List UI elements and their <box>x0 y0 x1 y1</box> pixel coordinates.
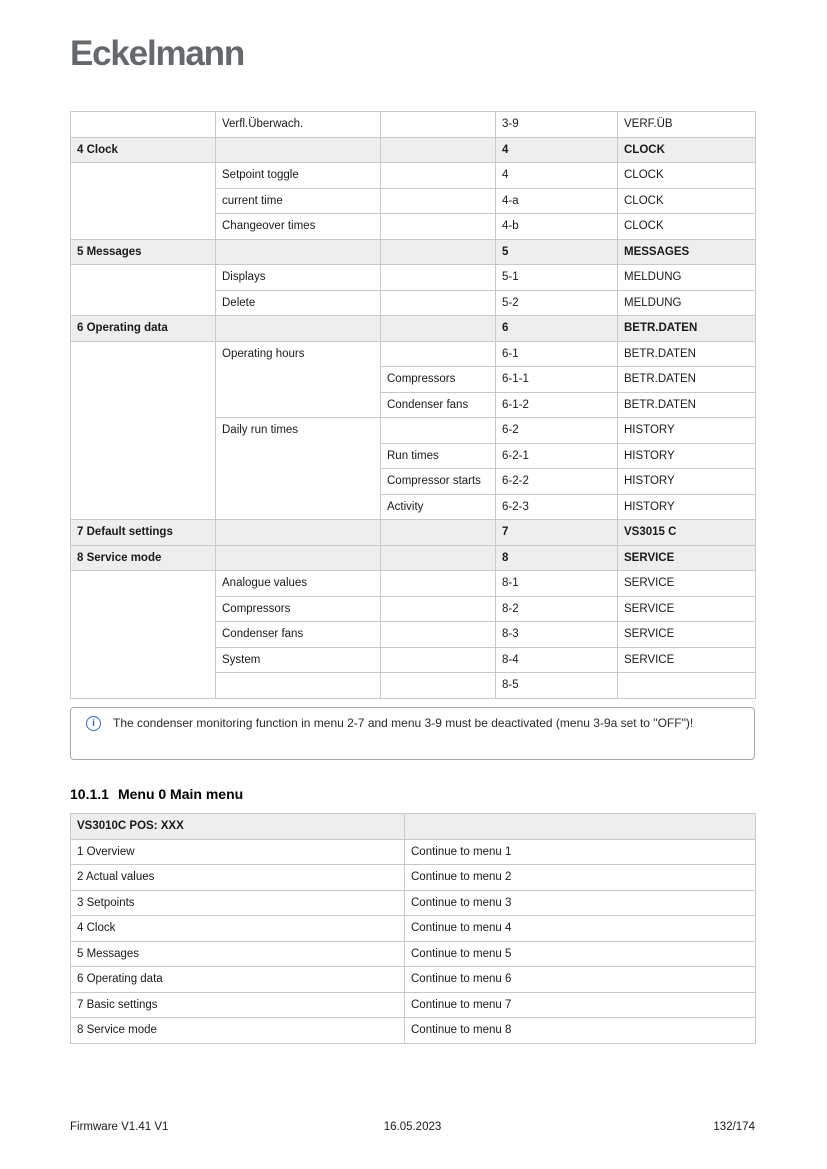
cell-menu-number: 6-1-2 <box>496 392 618 418</box>
cell-empty <box>216 137 381 163</box>
cell-menu-action: Continue to menu 1 <box>405 839 756 865</box>
info-note-text: The condenser monitoring function in menu 2-7 and menu 3-9 must be deactivated (menu 3-9a set to "OFF")! <box>113 716 694 730</box>
cell-menu-action: Continue to menu 7 <box>405 992 756 1018</box>
cell-empty <box>381 214 496 240</box>
cell-menu-action: Continue to menu 4 <box>405 916 756 942</box>
table-row-group <box>71 316 756 342</box>
cell-display-text: SERVICE <box>618 647 756 673</box>
cell-subsubmenu: Compressor starts <box>381 469 496 495</box>
cell-menu-number: 6-2-3 <box>496 494 618 520</box>
cell-submenu: Compressors <box>216 596 381 622</box>
cell-empty <box>381 622 496 648</box>
cell-display-text: CLOCK <box>618 137 756 163</box>
cell-section: 7 Default settings <box>71 520 216 546</box>
cell-empty <box>71 265 216 316</box>
cell-empty <box>618 673 756 699</box>
cell-submenu: Changeover times <box>216 214 381 240</box>
cell-empty <box>381 545 496 571</box>
cell-submenu: Verfl.Überwach. <box>216 112 381 138</box>
table-row-group <box>71 137 756 163</box>
cell-empty <box>381 163 496 189</box>
cell-empty <box>381 418 496 444</box>
cell-submenu: Displays <box>216 265 381 291</box>
cell-display-text: SERVICE <box>618 571 756 597</box>
cell-menu-number: 4-b <box>496 214 618 240</box>
table-row-group <box>71 520 756 546</box>
cell-empty <box>216 520 381 546</box>
cell-subsubmenu: Compressors <box>381 367 496 393</box>
cell-display-text: MESSAGES <box>618 239 756 265</box>
cell-menu-item: 8 Service mode <box>71 1018 405 1044</box>
cell-menu-item: 4 Clock <box>71 916 405 942</box>
cell-empty <box>381 188 496 214</box>
cell-display-text: SERVICE <box>618 545 756 571</box>
cell-empty <box>381 112 496 138</box>
section-title: Menu 0 Main menu <box>117 786 244 802</box>
cell-submenu: Daily run times <box>216 418 381 520</box>
cell-display-text: BETR.DATEN <box>618 367 756 393</box>
cell-display-text: BETR.DATEN <box>618 392 756 418</box>
cell-menu-item: 2 Actual values <box>71 865 405 891</box>
cell-menu-action: Continue to menu 6 <box>405 967 756 993</box>
main-menu-table <box>70 813 756 1044</box>
cell-menu-item: 6 Operating data <box>71 967 405 993</box>
table-row <box>71 967 756 993</box>
cell-display-text: HISTORY <box>618 443 756 469</box>
cell-menu-number: 8 <box>496 545 618 571</box>
cell-submenu: Setpoint toggle <box>216 163 381 189</box>
footer-firmware-version: Firmware V1.41 V1 <box>70 1121 169 1133</box>
cell-subsubmenu: Activity <box>381 494 496 520</box>
cell-menu-number: 4-a <box>496 188 618 214</box>
cell-menu-action: Continue to menu 5 <box>405 941 756 967</box>
cell-menu-action: Continue to menu 3 <box>405 890 756 916</box>
cell-display-text: VS3015 C <box>618 520 756 546</box>
table-row <box>71 890 756 916</box>
cell-menu-item: 7 Basic settings <box>71 992 405 1018</box>
cell-display-text: HISTORY <box>618 494 756 520</box>
cell-menu-number: 8-2 <box>496 596 618 622</box>
cell-empty <box>381 596 496 622</box>
table-row <box>71 941 756 967</box>
cell-empty <box>216 316 381 342</box>
cell-empty <box>71 571 216 699</box>
footer-date: 16.05.2023 <box>383 1121 442 1133</box>
cell-menu-number: 6 <box>496 316 618 342</box>
cell-menu-number: 8-5 <box>496 673 618 699</box>
cell-submenu: Delete <box>216 290 381 316</box>
cell-submenu: Operating hours <box>216 341 381 418</box>
cell-empty <box>71 341 216 520</box>
cell-menu-number: 8-1 <box>496 571 618 597</box>
info-note-box <box>70 707 755 760</box>
cell-empty <box>381 290 496 316</box>
cell-menu-number: 5-2 <box>496 290 618 316</box>
cell-menu-number: 6-2 <box>496 418 618 444</box>
cell-display-text: BETR.DATEN <box>618 316 756 342</box>
cell-submenu: current time <box>216 188 381 214</box>
cell-subsubmenu: Run times <box>381 443 496 469</box>
cell-empty <box>381 239 496 265</box>
cell-menu-number: 5 <box>496 239 618 265</box>
cell-display-text: CLOCK <box>618 188 756 214</box>
section-heading <box>70 786 243 802</box>
cell-submenu: Condenser fans <box>216 622 381 648</box>
cell-display-text: HISTORY <box>618 418 756 444</box>
cell-empty <box>71 163 216 240</box>
cell-menu-action: Continue to menu 8 <box>405 1018 756 1044</box>
table-header-row <box>71 814 756 840</box>
cell-empty <box>216 545 381 571</box>
cell-menu-number: 8-3 <box>496 622 618 648</box>
cell-menu-number: 4 <box>496 163 618 189</box>
cell-empty <box>71 112 216 138</box>
cell-menu-number: 6-1 <box>496 341 618 367</box>
cell-empty <box>381 341 496 367</box>
cell-submenu: Analogue values <box>216 571 381 597</box>
cell-menu-item: 3 Setpoints <box>71 890 405 916</box>
cell-empty <box>381 571 496 597</box>
table-row <box>71 112 756 138</box>
table-row-group <box>71 545 756 571</box>
cell-display-text: CLOCK <box>618 214 756 240</box>
cell-menu-item: 5 Messages <box>71 941 405 967</box>
cell-section: 6 Operating data <box>71 316 216 342</box>
table-row-group <box>71 239 756 265</box>
cell-display-text: BETR.DATEN <box>618 341 756 367</box>
cell-display-text: CLOCK <box>618 163 756 189</box>
cell-empty <box>381 316 496 342</box>
cell-empty <box>381 265 496 291</box>
cell-menu-number: 3-9 <box>496 112 618 138</box>
cell-display-text: SERVICE <box>618 596 756 622</box>
table-row <box>71 865 756 891</box>
cell-menu-action: Continue to menu 2 <box>405 865 756 891</box>
section-number: 10.1.1 <box>70 786 109 802</box>
cell-menu-number: 8-4 <box>496 647 618 673</box>
cell-empty <box>381 647 496 673</box>
table-row <box>71 839 756 865</box>
table-row <box>71 163 756 189</box>
page-footer <box>70 1121 755 1133</box>
cell-display-text: MELDUNG <box>618 265 756 291</box>
cell-empty <box>405 814 756 840</box>
info-icon: i <box>86 716 101 731</box>
cell-section: 4 Clock <box>71 137 216 163</box>
eckelmann-logo: Eckelmann <box>70 34 245 73</box>
cell-menu-item: 1 Overview <box>71 839 405 865</box>
cell-table-title: VS3010C POS: XXX <box>71 814 405 840</box>
cell-display-text: VERF.ÜB <box>618 112 756 138</box>
cell-empty <box>216 239 381 265</box>
cell-section: 5 Messages <box>71 239 216 265</box>
cell-display-text: SERVICE <box>618 622 756 648</box>
cell-section: 8 Service mode <box>71 545 216 571</box>
cell-menu-number: 5-1 <box>496 265 618 291</box>
cell-menu-number: 6-1-1 <box>496 367 618 393</box>
table-row <box>71 992 756 1018</box>
footer-page-number: 132/174 <box>713 1121 755 1133</box>
cell-subsubmenu: Condenser fans <box>381 392 496 418</box>
cell-display-text: HISTORY <box>618 469 756 495</box>
table-row <box>71 341 756 367</box>
cell-display-text: MELDUNG <box>618 290 756 316</box>
cell-menu-number: 7 <box>496 520 618 546</box>
cell-empty <box>381 673 496 699</box>
table-row <box>71 1018 756 1044</box>
cell-empty <box>216 673 381 699</box>
table-row <box>71 571 756 597</box>
cell-menu-number: 6-2-2 <box>496 469 618 495</box>
table-row <box>71 916 756 942</box>
cell-empty <box>381 520 496 546</box>
cell-empty <box>381 137 496 163</box>
menu-structure-table <box>70 111 756 699</box>
cell-menu-number: 4 <box>496 137 618 163</box>
table-row <box>71 265 756 291</box>
cell-submenu: System <box>216 647 381 673</box>
cell-menu-number: 6-2-1 <box>496 443 618 469</box>
